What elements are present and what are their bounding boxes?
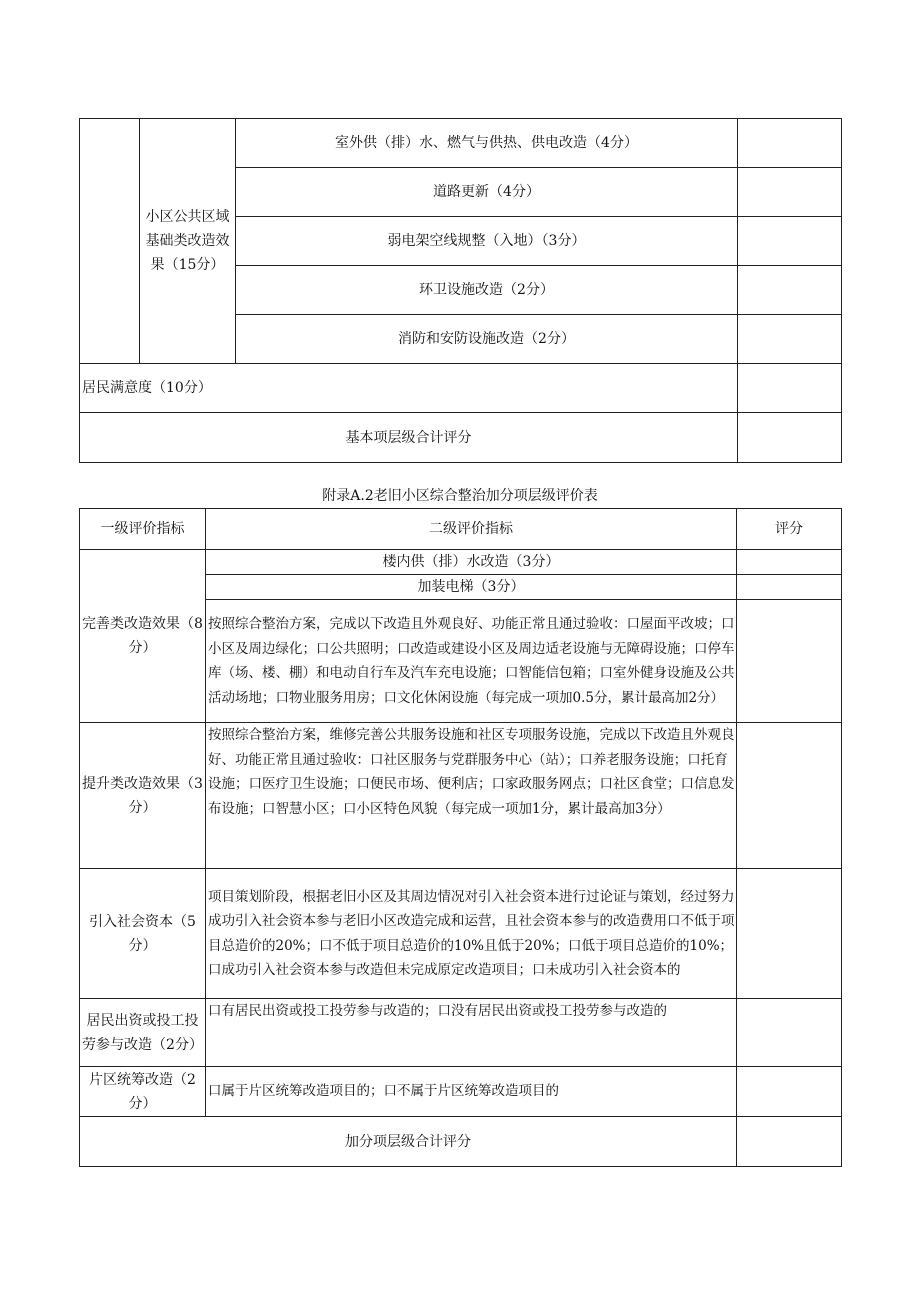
upgrade-label: 提升类改造效果（3分）	[80, 723, 206, 869]
score-cell[interactable]	[738, 217, 842, 266]
score-cell[interactable]	[737, 575, 842, 600]
perfect-item-elevator: 加装电梯（3分）	[206, 575, 737, 600]
item-road-renewal: 道路更新（4分）	[236, 168, 738, 217]
score-cell[interactable]	[738, 266, 842, 315]
score-cell[interactable]	[737, 723, 842, 869]
perfect-item-drainage: 楼内供（排）水改造（3分）	[206, 550, 737, 575]
table-caption: 附录A.2老旧小区综合整治加分项层级评价表	[322, 488, 598, 504]
upgrade-content: 按照综合整治方案，维修完善公共服务设施和社区专项服务设施，完成以下改造且外观良好、功能正常且通过验收：口社区服务与党群服务中心（站）；口养老服务设施；口托育设施；口医疗卫生设施；口便民市场、便利店；口家政服务网点；口社区食堂；口信息发布设施；口智慧小区；口小区特色风貌（每完成一项加1分，累计最高加3分）	[206, 723, 737, 869]
district-content: 口属于片区统筹改造项目的；口不属于片区统筹改造项目的	[206, 1067, 737, 1117]
score-cell[interactable]	[737, 600, 842, 723]
perfect-label: 完善类改造效果（8分）	[80, 550, 206, 723]
resident-satisfaction: 居民满意度（10分）	[80, 364, 738, 413]
basic-items-table	[79, 118, 842, 463]
item-weak-current-lines: 弱电架空线规整（入地）（3分）	[236, 217, 738, 266]
header-score: 评分	[737, 509, 842, 550]
score-cell[interactable]	[738, 315, 842, 364]
score-cell[interactable]	[737, 550, 842, 575]
header-level1: 一级评价指标	[80, 509, 206, 550]
score-cell[interactable]	[737, 1117, 842, 1167]
bonus-total-label: 加分项层级合计评分	[80, 1117, 737, 1167]
capital-label: 引入社会资本（5分）	[80, 869, 206, 999]
score-cell[interactable]	[737, 999, 842, 1067]
score-cell[interactable]	[738, 364, 842, 413]
item-fire-security: 消防和安防设施改造（2分）	[236, 315, 738, 364]
capital-content: 项目策划阶段，根据老旧小区及其周边情况对引入社会资本进行过论证与策划，经过努力成功引入社会资本参与老旧小区改造完成和运营，且社会资本参与的改造费用口不低于项目总造价的20%；口不低于项目总造价的10%且低于20%；口低于项目总造价的10%；口成功引入社会资本参与改造但未完成原定改造项目；口未成功引入社会资本的	[206, 869, 737, 999]
perfect-item-facilities: 按照综合整治方案，完成以下改造且外观良好、功能正常且通过验收：口屋面平改坡；口小区及周边绿化；口公共照明；口改造或建设小区及周边适老设施与无障碍设施；口停车库（场、楼、棚）和电动自行车及汽车充电设施；口智能信包箱；口室外健身设施及公共活动场地；口物业服务用房；口文化休闲设施（每完成一项加0.5分，累计最高加2分）	[206, 600, 737, 723]
score-cell[interactable]	[738, 168, 842, 217]
item-outdoor-utilities: 室外供（排）水、燃气与供热、供电改造（4分）	[236, 119, 738, 168]
score-cell[interactable]	[738, 413, 842, 463]
score-cell[interactable]	[737, 869, 842, 999]
resident-label: 居民出资或投工投劳参与改造（2分）	[80, 999, 206, 1067]
district-label: 片区统筹改造（2分）	[80, 1067, 206, 1117]
resident-content: 口有居民出资或投工投劳参与改造的；口没有居民出资或投工投劳参与改造的	[206, 999, 737, 1067]
level1-blank-cell	[80, 119, 140, 364]
score-cell[interactable]	[737, 1067, 842, 1117]
public-area-group-label: 小区公共区域基础类改造效果（15分）	[140, 119, 236, 364]
item-sanitation: 环卫设施改造（2分）	[236, 266, 738, 315]
bonus-items-table	[79, 508, 842, 1167]
header-level2: 二级评价指标	[206, 509, 737, 550]
basic-total-label: 基本项层级合计评分	[80, 413, 738, 463]
score-cell[interactable]	[738, 119, 842, 168]
